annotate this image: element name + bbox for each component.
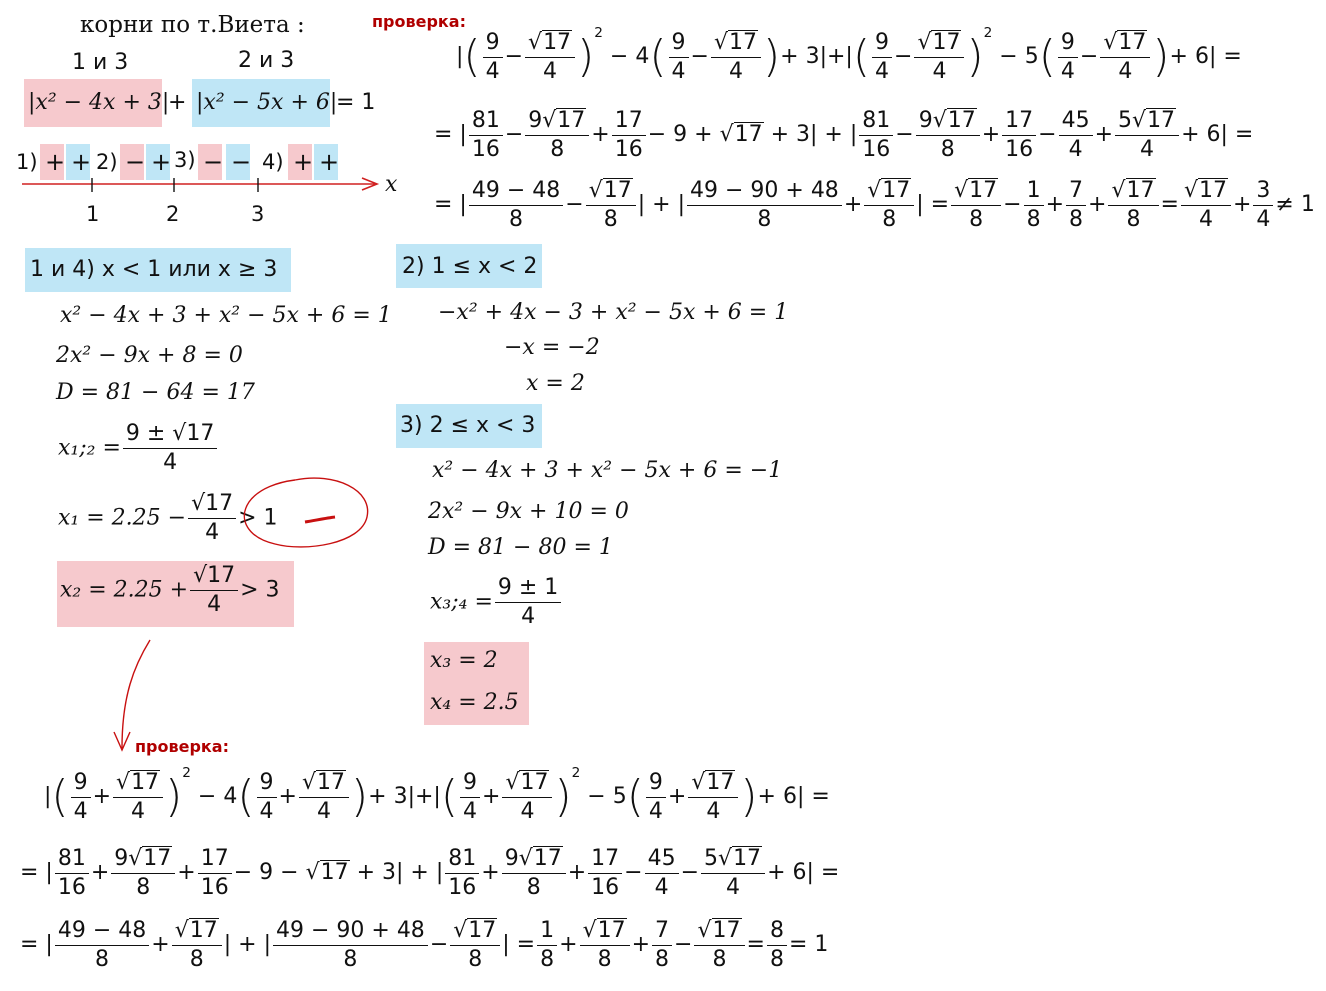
abs-term-1: |x² − 4x + 3|: [28, 90, 170, 115]
axis-variable: x: [385, 172, 398, 197]
case14-x2-lhs: x₂ = 2.25 +: [60, 577, 189, 603]
case3-discriminant: D = 81 − 80 = 1: [428, 535, 613, 560]
sign-3b: −: [231, 148, 252, 176]
sign-1b: +: [71, 148, 92, 176]
case14-x2: [60, 564, 280, 617]
case2-eq2: −x = −2: [504, 335, 600, 360]
case14-x2-rhs: > 3: [240, 577, 280, 603]
case3-x3: x₃ = 2: [430, 648, 498, 673]
case14-x1-rhs: > 1: [238, 505, 278, 531]
case3-x4: x₄ = 2.5: [430, 690, 519, 715]
roots-pair-13: 1 и 3: [72, 50, 129, 75]
case14-eq2: 2x² − 9x + 8 = 0: [56, 343, 243, 368]
interval-4-label: 4): [262, 150, 284, 174]
case14-x12-lhs: x₁;₂ =: [58, 435, 121, 461]
sign-3a: −: [203, 148, 224, 176]
roots-pair-23: 2 и 3: [238, 48, 295, 73]
case14-x1-den: 4: [205, 520, 220, 546]
case14-discriminant: D = 81 − 64 = 17: [56, 380, 255, 405]
check1-line3: = | $\frac{49 - 48}{8}$ + $\frac{√17}{8}$ | + | $\frac{49 - 90 + 48}{8}$ − $\frac{√17}{8}$ | = $\frac{1}{8}$ + $\frac{√17}{8}$ + $\frac{7}{8}$ − $\frac{√17}{8}$ = $\frac{8}{8}$ = 1: [20, 917, 829, 973]
equation-rhs: = 1: [336, 90, 376, 115]
vieta-label: корни по т.Виета :: [80, 12, 305, 38]
case14-x12: [58, 422, 219, 475]
case14-x12-den: 4: [163, 450, 178, 476]
number-axis: [0, 170, 400, 200]
check2-line2: = | $\frac{81}{16}$ − $\frac{9√17}{8}$ + $\frac{17}{16}$ − 9 + √17 + 3| + | $\frac{81}{16}$ − $\frac{9√17}{8}$ + $\frac{17}{16}$ − $\frac{45}{4}$ + $\frac{5√17}{4}$ + 6| =: [434, 107, 1254, 163]
case3-title: 3) 2 ≤ x < 3: [400, 413, 536, 438]
sign-4a: +: [293, 148, 314, 176]
check1-line2: = | $\frac{81}{16}$ + $\frac{9√17}{8}$ + $\frac{17}{16}$ − 9 − √17 + 3| + | $\frac{81}{16}$ + $\frac{9√17}{8}$ + $\frac{17}{16}$ − $\frac{45}{4}$ − $\frac{5√17}{4}$ + 6| =: [20, 845, 840, 901]
case14-x2-num: √17: [190, 564, 238, 591]
sign-4b: +: [319, 148, 340, 176]
axis-label-2: 2: [166, 202, 180, 226]
interval-3-label: 3): [174, 148, 196, 172]
check1-line1: |( $\frac{9}{4}$ + $\frac{√17}{4}$ )$^2$ − 4( $\frac{9}{4}$ + $\frac{√17}{4}$ )+ 3|+|( $\frac{9}{4}$ + $\frac{√17}{4}$ )$^2$ − 5( $\frac{9}{4}$ + $\frac{√17}{4}$ )+ 6| =: [44, 764, 830, 825]
plus-sign: +: [168, 90, 187, 115]
axis-label-3: 3: [251, 202, 265, 226]
check2-line3: = | $\frac{49 - 48}{8}$ − $\frac{√17}{8}$ | + | $\frac{49 - 90 + 48}{8}$ + $\frac{√17}{8}$ | = $\frac{√17}{8}$ − $\frac{1}{8}$ + $\frac{7}{8}$ + $\frac{√17}{8}$ = $\frac{√17}{4}$ + $\frac{3}{4}$ ≠ 1: [434, 177, 1315, 233]
case14-x2-den: 4: [207, 592, 222, 618]
case14-x1-num: √17: [188, 492, 236, 519]
case14-eq1: x² − 4x + 3 + x² − 5x + 6 = 1: [60, 303, 392, 328]
check-label-bottom: проверка:: [135, 737, 229, 756]
case2-eq3: x = 2: [526, 371, 585, 396]
interval-1-label: 1): [16, 150, 38, 174]
sign-2b: +: [151, 148, 172, 176]
check2-line1: |( $\frac{9}{4}$ − $\frac{√17}{4}$ )$^2$ − 4( $\frac{9}{4}$ − $\frac{√17}{4}$ )+ 3|+|( $\frac{9}{4}$ − $\frac{√17}{4}$ )$^2$ − 5( $\frac{9}{4}$ − $\frac{√17}{4}$ )+ 6| =: [456, 24, 1242, 85]
interval-2-label: 2): [96, 150, 118, 174]
case14-title: 1 и 4) x < 1 или x ≥ 3: [30, 257, 278, 282]
check-label-top: проверка:: [372, 12, 466, 31]
case14-x12-num: 9 ± √17: [123, 422, 217, 449]
sign-2a: −: [125, 148, 146, 176]
sign-1a: +: [45, 148, 66, 176]
case3-x34: [430, 576, 563, 629]
case3-eq2: 2x² − 9x + 10 = 0: [428, 499, 629, 524]
case3-eq1: x² − 4x + 3 + x² − 5x + 6 = −1: [432, 458, 783, 483]
reject-dash: [305, 517, 335, 522]
case3-x34-lhs: x₃;₄ =: [430, 589, 493, 615]
axis-label-1: 1: [86, 202, 100, 226]
reject-circle: [235, 472, 375, 554]
abs-term-2: |x² − 5x + 6|: [196, 90, 338, 115]
case3-x34-den: 4: [521, 604, 536, 630]
case2-title: 2) 1 ≤ x < 2: [402, 254, 538, 279]
case14-x1-lhs: x₁ = 2.25 −: [58, 505, 187, 531]
case3-x34-num: 9 ± 1: [495, 576, 561, 603]
case2-eq1: −x² + 4x − 3 + x² − 5x + 6 = 1: [438, 300, 789, 325]
